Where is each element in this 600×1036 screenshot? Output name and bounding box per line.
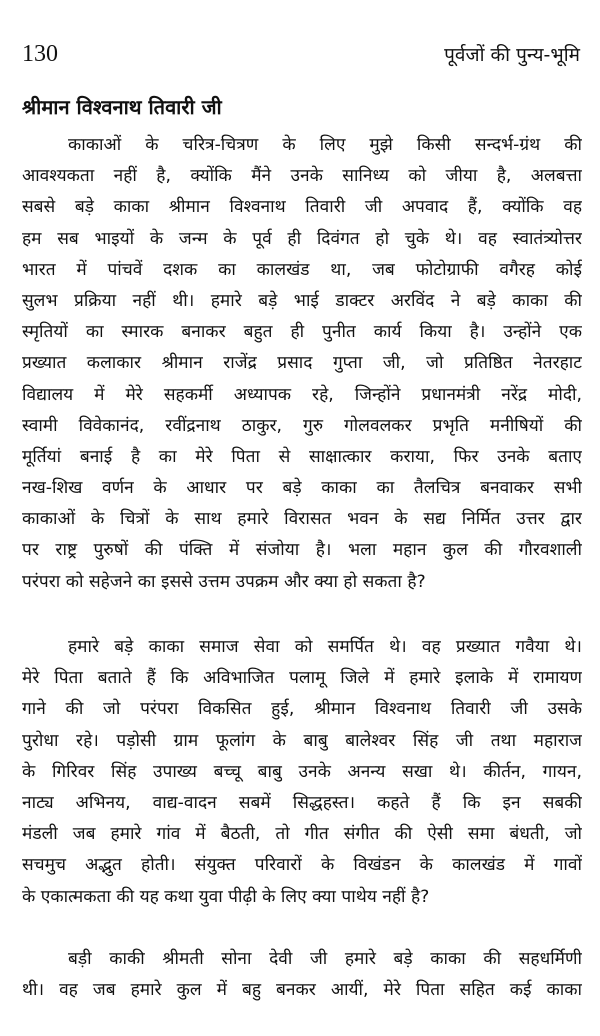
paragraph-line: मंडली जब हमारे गांव में बैठती, तो गीत संगीत की ऐसी समा बंधती, जो: [22, 824, 582, 845]
paragraph-line: पर राष्ट्र पुरुषों की पंक्ति में संजोया है। भला महान कुल की गौरवशाली: [22, 540, 582, 561]
paragraph-3: [22, 944, 582, 1006]
page-header: [22, 40, 580, 68]
paragraph-line: मूर्तियां बनाई है का मेरे पिता से साक्षात्कार कराया, फिर उनके बताए: [22, 446, 582, 467]
paragraph-line: के एकात्मकता की यह कथा युवा पीढ़ी के लिए क्या पाथेय नहीं है?: [22, 886, 430, 907]
paragraph-line: गाने की जो परंपरा विकसित हुई, श्रीमान विश्वनाथ तिवारी जी उसके: [22, 699, 582, 720]
paragraph-1: [22, 130, 582, 598]
paragraph-line: सचमुच अद्भुत होती। संयुक्त परिवारों के विखंडन के कालखंड में गावों: [22, 855, 582, 876]
paragraph-line: सुलभ प्रक्रिया नहीं थी। हमारे बड़े भाई डाक्टर अरविंद ने बड़े काका की: [22, 290, 582, 311]
paragraph-line: हमारे बड़े काका समाज सेवा को समर्पित थे। वह प्रख्यात गवैया थे।: [68, 637, 582, 657]
paragraph-2: [22, 632, 582, 913]
paragraph-line: नाट्य अभिनय, वाद्य-वादन सबमें सिद्धहस्त। कहते हैं कि इन सबकी: [22, 792, 582, 813]
paragraph-line: काकाओं के चित्रों के साथ हमारे विरासत भवन के सद्य निर्मित उत्तर द्वार: [22, 509, 582, 530]
paragraph-line: स्वामी विवेकानंद, रवींद्रनाथ ठाकुर, गुरु गोलवलकर प्रभृति मनीषियों की: [22, 415, 582, 436]
paragraph-line: परंपरा को सहेजने का इससे उत्तम उपक्रम और क्या हो सकता है?: [22, 571, 426, 592]
paragraph-line: काकाओं के चरित्र-चित्रण के लिए मुझे किसी सन्दर्भ-ग्रंथ की: [68, 135, 582, 155]
page-number: 130: [22, 41, 58, 67]
paragraph-line: थी। वह जब हमारे कुल में बहु बनकर आयीं, मेरे पिता सहित कई काका: [22, 980, 582, 1001]
paragraph-line: नख-शिख वर्णन के आधार पर बड़े काका का तैलचित्र बनवाकर सभी: [22, 478, 582, 499]
paragraph-line: मेरे पिता बताते हैं कि अविभाजित पलामू जिले में हमारे इलाके में रामायण: [22, 668, 582, 689]
paragraph-line: पुरोधा रहे। पड़ोसी ग्राम फूलांग के बाबु बालेश्वर सिंह जी तथा महाराज: [22, 730, 582, 751]
paragraph-line: के गिरिवर सिंह उपाख्य बच्चू बाबु उनके अनन्य सखा थे। कीर्तन, गायन,: [22, 761, 582, 782]
paragraph-line: बड़ी काकी श्रीमती सोना देवी जी हमारे बड़े काका की सहधर्मिणी: [68, 949, 582, 969]
paragraph-line: विद्यालय में मेरे सहकर्मी अध्यापक रहे, जिन्होंने प्रधानमंत्री नरेंद्र मोदी,: [22, 384, 582, 405]
section-title: श्रीमान विश्वनाथ तिवारी जी: [22, 95, 222, 119]
paragraph-line: सबसे बड़े काका श्रीमान विश्वनाथ तिवारी जी अपवाद हैं, क्योंकि वह: [22, 197, 582, 218]
paragraph-line: प्रख्यात कलाकार श्रीमान राजेंद्र प्रसाद गुप्ता जी, जो प्रतिष्ठित नेतरहाट: [22, 353, 582, 374]
paragraph-line: आवश्यकता नहीं है, क्योंकि मैंने उनके सानिध्य को जीया है, अलबत्ता: [22, 166, 582, 187]
paragraph-line: हम सब भाइयों के जन्म के पूर्व ही दिवंगत हो चुके थे। वह स्वातंत्र्योत्तर: [22, 228, 582, 249]
paragraph-line: भारत में पांचवें दशक का कालखंड था, जब फोटोग्राफी वगैरह कोई: [22, 259, 582, 280]
running-head: पूर्वजों की पुन्य-भूमि: [444, 44, 580, 66]
paragraph-line: स्मृतियों का स्मारक बनाकर बहुत ही पुनीत कार्य किया है। उन्होंने एक: [22, 322, 582, 343]
